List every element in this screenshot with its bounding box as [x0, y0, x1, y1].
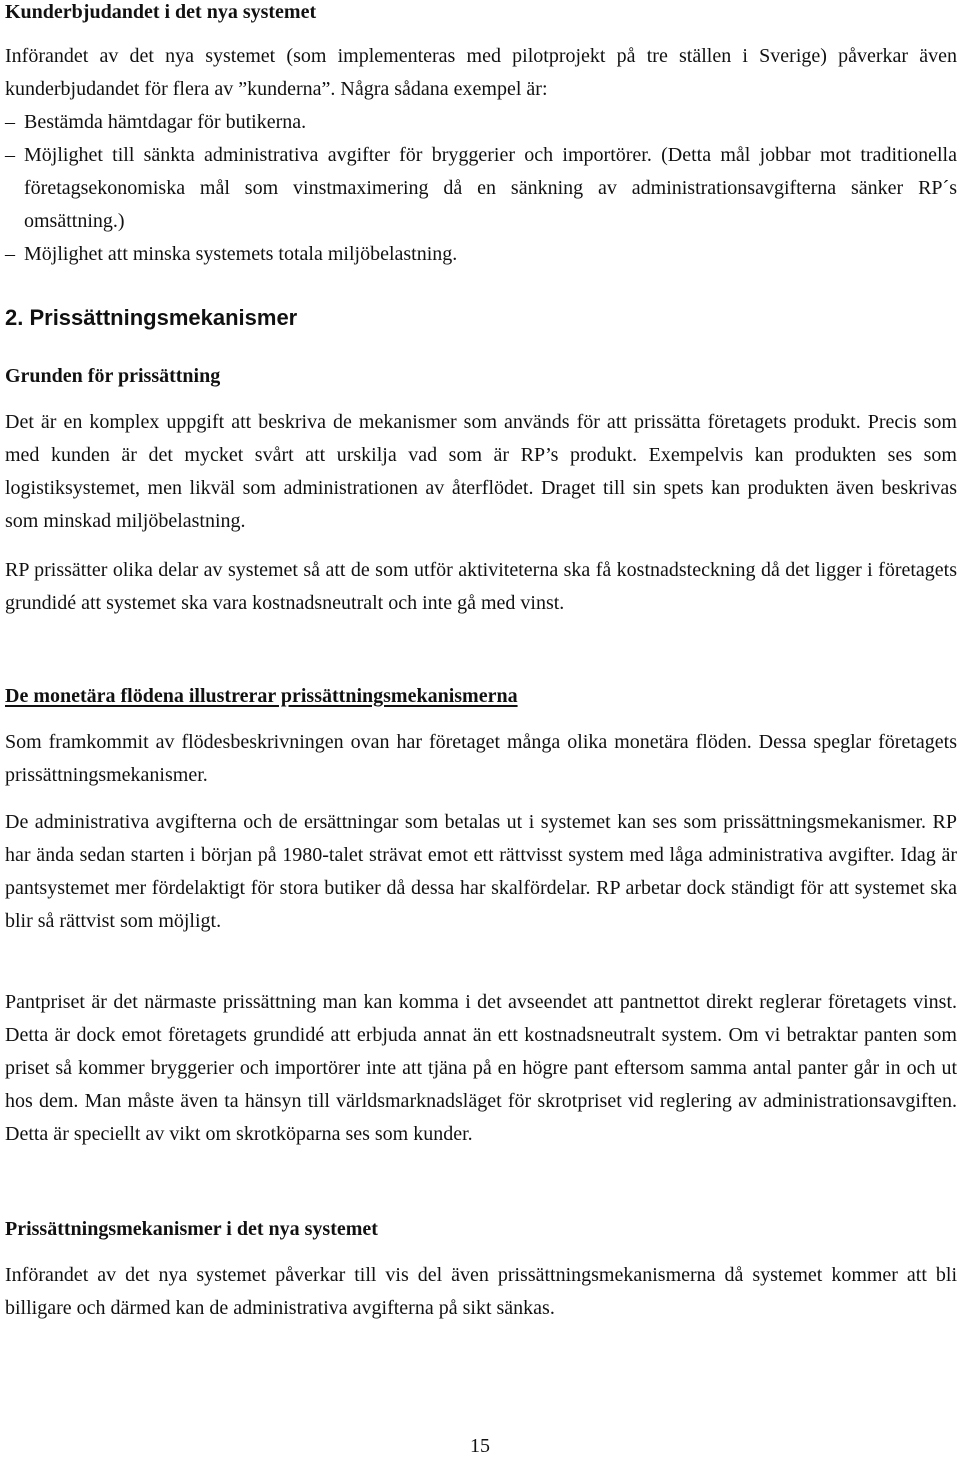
paragraph-grunden-1: Det är en komplex uppgift att beskriva de mekanismer som används för att prissätta företagets produkt. Precis som med kunden är det mycket svårt att urskilja vad som är RP’s produkt. Exempelvis kan produkten ses som logistiksystemet, men likväl som administrationen av återflödet. Draget till sin spets kan produkten även beskrivas som minskad miljöbelastning. — [5, 411, 957, 532]
list-item — [5, 238, 957, 271]
page-number: 15 — [470, 1435, 490, 1457]
paragraph-monetara-3: Pantpriset är det närmaste prissättning man kan komma i det avseendet att pantnettot direkt reglerar företagets vinst. Detta är dock emot företagets grundidé att erbjuda annat än ett kostnadsneutralt system. Om vi betraktar panten som priset så kommer bryggerier och importörer inte att tjäna på en högre pant eftersom samma antal panter går in och ut hos dem. Man måste även ta hänsyn till världsmarknadsläget för skrotpriset vid reglering av administrationsavgiften. Detta är speciellt av vikt om skrotköparna ses som kunder. — [5, 991, 957, 1145]
dash-marker: – — [5, 243, 15, 265]
subheading-grunden: Grunden för prissättning — [5, 365, 221, 387]
section-heading-kunderbjudandet: Kunderbjudandet i det nya systemet — [5, 1, 317, 23]
dash-marker: – — [5, 111, 15, 133]
intro-paragraph: Införandet av det nya systemet (som implementeras med pilotprojekt på tre ställen i Sverige) påverkar även kunderbjudandet för flera av ”kunderna”. Några sådana exempel är: — [5, 45, 957, 100]
subheading-monetara-floden: De monetära flödena illustrerar prissättningsmekanismerna — [5, 685, 518, 707]
paragraph-nya-systemet: Införandet av det nya systemet påverkar till vis del även prissättningsmekanismerna då systemet kommer att bli billigare och därmed kan de administrativa avgifterna på sikt sänkas. — [5, 1264, 957, 1319]
bullet-list — [5, 106, 957, 271]
paragraph-grunden-2: RP prissätter olika delar av systemet så att de som utför aktiviteterna ska få kostnadsteckning då det ligger i företagets grundidé att systemet ska vara kostnadsneutralt och inte gå med vinst. — [5, 559, 957, 614]
section-heading-prissattningsmekanismer: 2. Prissättningsmekanismer — [5, 305, 298, 330]
paragraph-monetara-2: De administrativa avgifterna och de ersättningar som betalas ut i systemet kan ses som prissättningsmekanismer. RP har ända sedan starten i början på 1980-talet strävat emot ett rättvisst system med låga administrativa avgifter. Idag är pantsystemet mer fördelaktigt för stora butiker då dessa har skalfördelar. RP arbetar dock ständigt för att systemet ska blir så rättvist som möjligt. — [5, 811, 957, 932]
subheading-nya-systemet: Prissättningsmekanismer i det nya systemet — [5, 1218, 378, 1240]
dash-marker: – — [5, 144, 15, 166]
list-item — [5, 139, 957, 238]
list-item-text: Möjlighet att minska systemets totala miljöbelastning. — [24, 243, 458, 265]
paragraph-monetara-1: Som framkommit av flödesbeskrivningen ovan har företaget många olika monetära flöden. Dessa speglar företagets prissättningsmekanismer. — [5, 731, 957, 786]
list-item-text: Bestämda hämtdagar för butikerna. — [24, 111, 307, 133]
list-item — [5, 106, 957, 139]
list-item-text: Möjlighet till sänkta administrativa avgifter för bryggerier och importörer. (Detta mål jobbar mot traditionella företagsekonomiska mål som vinstmaximering då en sänkning av administrationsavgifterna sänker RP´s omsättning.) — [24, 144, 957, 232]
